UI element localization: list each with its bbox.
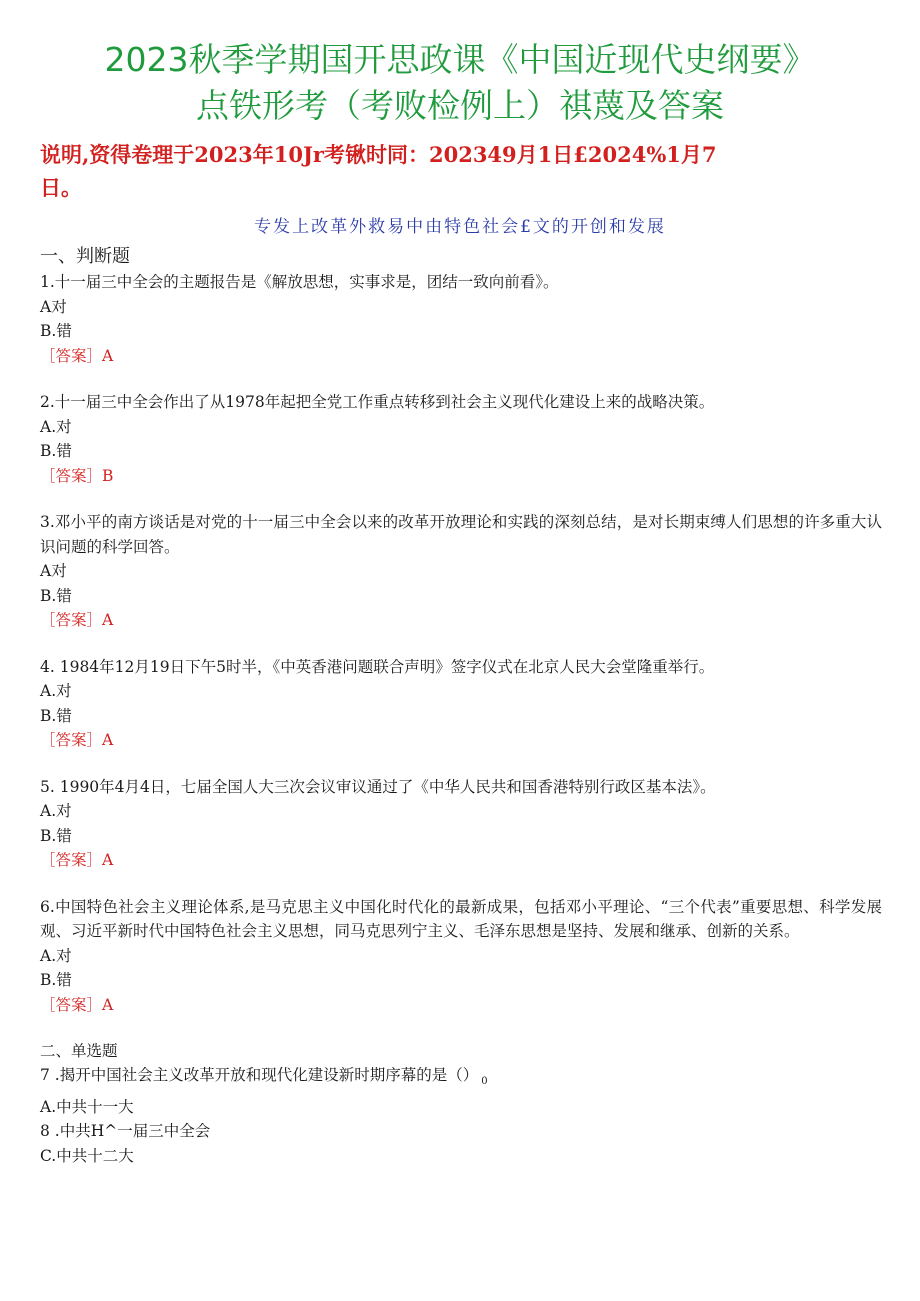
answer-label: ［答案］A	[40, 346, 114, 365]
option-a: A.对	[40, 802, 72, 820]
answer-label: ［答案］A	[40, 611, 114, 629]
option-b: B.错	[40, 586, 72, 605]
document-content	[0, 244, 920, 1168]
option-b: 8 .中共H^一届三中全会	[40, 1122, 211, 1140]
answer-label: ［答案］B	[40, 466, 114, 485]
answer-label: ［答案］A	[40, 851, 114, 869]
option-b: B.错	[40, 971, 72, 989]
question-5	[40, 775, 882, 873]
question-6	[40, 895, 882, 1018]
option-a: A对	[40, 562, 67, 580]
option-b: B.错	[40, 442, 72, 460]
option-c: C.中共十二大	[40, 1146, 134, 1165]
question-1	[40, 270, 882, 368]
option-a: A.对	[40, 417, 72, 436]
option-a: A.对	[40, 946, 72, 965]
question-stem: 3.邓小平的南方谈话是对党的十一届三中全会以来的改革开放理论和实践的深刻总结，是对长期束缚人们思想的许多重大认识问题的科学回答。	[40, 513, 882, 556]
chapter-subtitle: 专发上改革外救易中由特色社会£文的开创和发展	[254, 217, 666, 237]
answer-label: ［答案］A	[40, 995, 114, 1014]
stray-mark: 0	[481, 1076, 488, 1087]
answer-label: ［答案］A	[40, 731, 114, 749]
option-a: A对	[40, 297, 67, 316]
question-stem: 2.十一届三中全会作出了从1978年起把全党工作重点转移到社会主义现代化建设上来的战略决策。	[40, 393, 715, 411]
option-b: B.错	[40, 322, 72, 340]
document-title-line2: 点铁形考（考败检例上）祺蔑及答案	[196, 86, 724, 125]
question-stem: 7 .揭开中国社会主义改革开放和现代化建设新时期序幕的是（） $_0$	[40, 1066, 488, 1087]
option-b: B.错	[40, 706, 72, 725]
question-2	[40, 390, 882, 488]
question-7	[40, 1063, 882, 1168]
option-a: A.中共十一大	[40, 1097, 134, 1116]
option-a: A.对	[40, 682, 72, 700]
section-heading-true-false: 一、判断题	[40, 246, 130, 267]
document-title-line1: 2023秋季学期国开思政课《中国近现代史纲要》	[104, 40, 816, 79]
question-stem: 1.十一届三中全会的主题报告是《解放思想，实事求是，团结一致向前看》。	[40, 273, 559, 291]
question-4	[40, 655, 882, 753]
question-stem: 4. 1984年12月19日下午5时半，《中英香港问题联合声明》签字仪式在北京人民大会堂隆重举行。	[40, 657, 715, 676]
question-stem: 5. 1990年4月4日，七届全国人大三次会议审议通过了《中华人民共和国香港特别行政区基本法》。	[40, 777, 716, 796]
section-heading-single-choice: 二、单选题	[40, 1042, 118, 1060]
question-3	[40, 510, 882, 633]
exam-note: 说明,资得卷理于2023年10Jr考锹时同：202349月1日£2024%1月7日。	[40, 142, 717, 200]
question-stem: 6.中国特色社会主义理论体系,是马克思主义中国化时代化的最新成果，包括邓小平理论、“三个代表”重要思想、科学发展观、习近平新时代中国特色社会主义思想，同马克思列宁主义、毛泽东思想是坚持、发展和继承、创新的关系。	[40, 897, 882, 940]
option-b: B.错	[40, 826, 72, 845]
